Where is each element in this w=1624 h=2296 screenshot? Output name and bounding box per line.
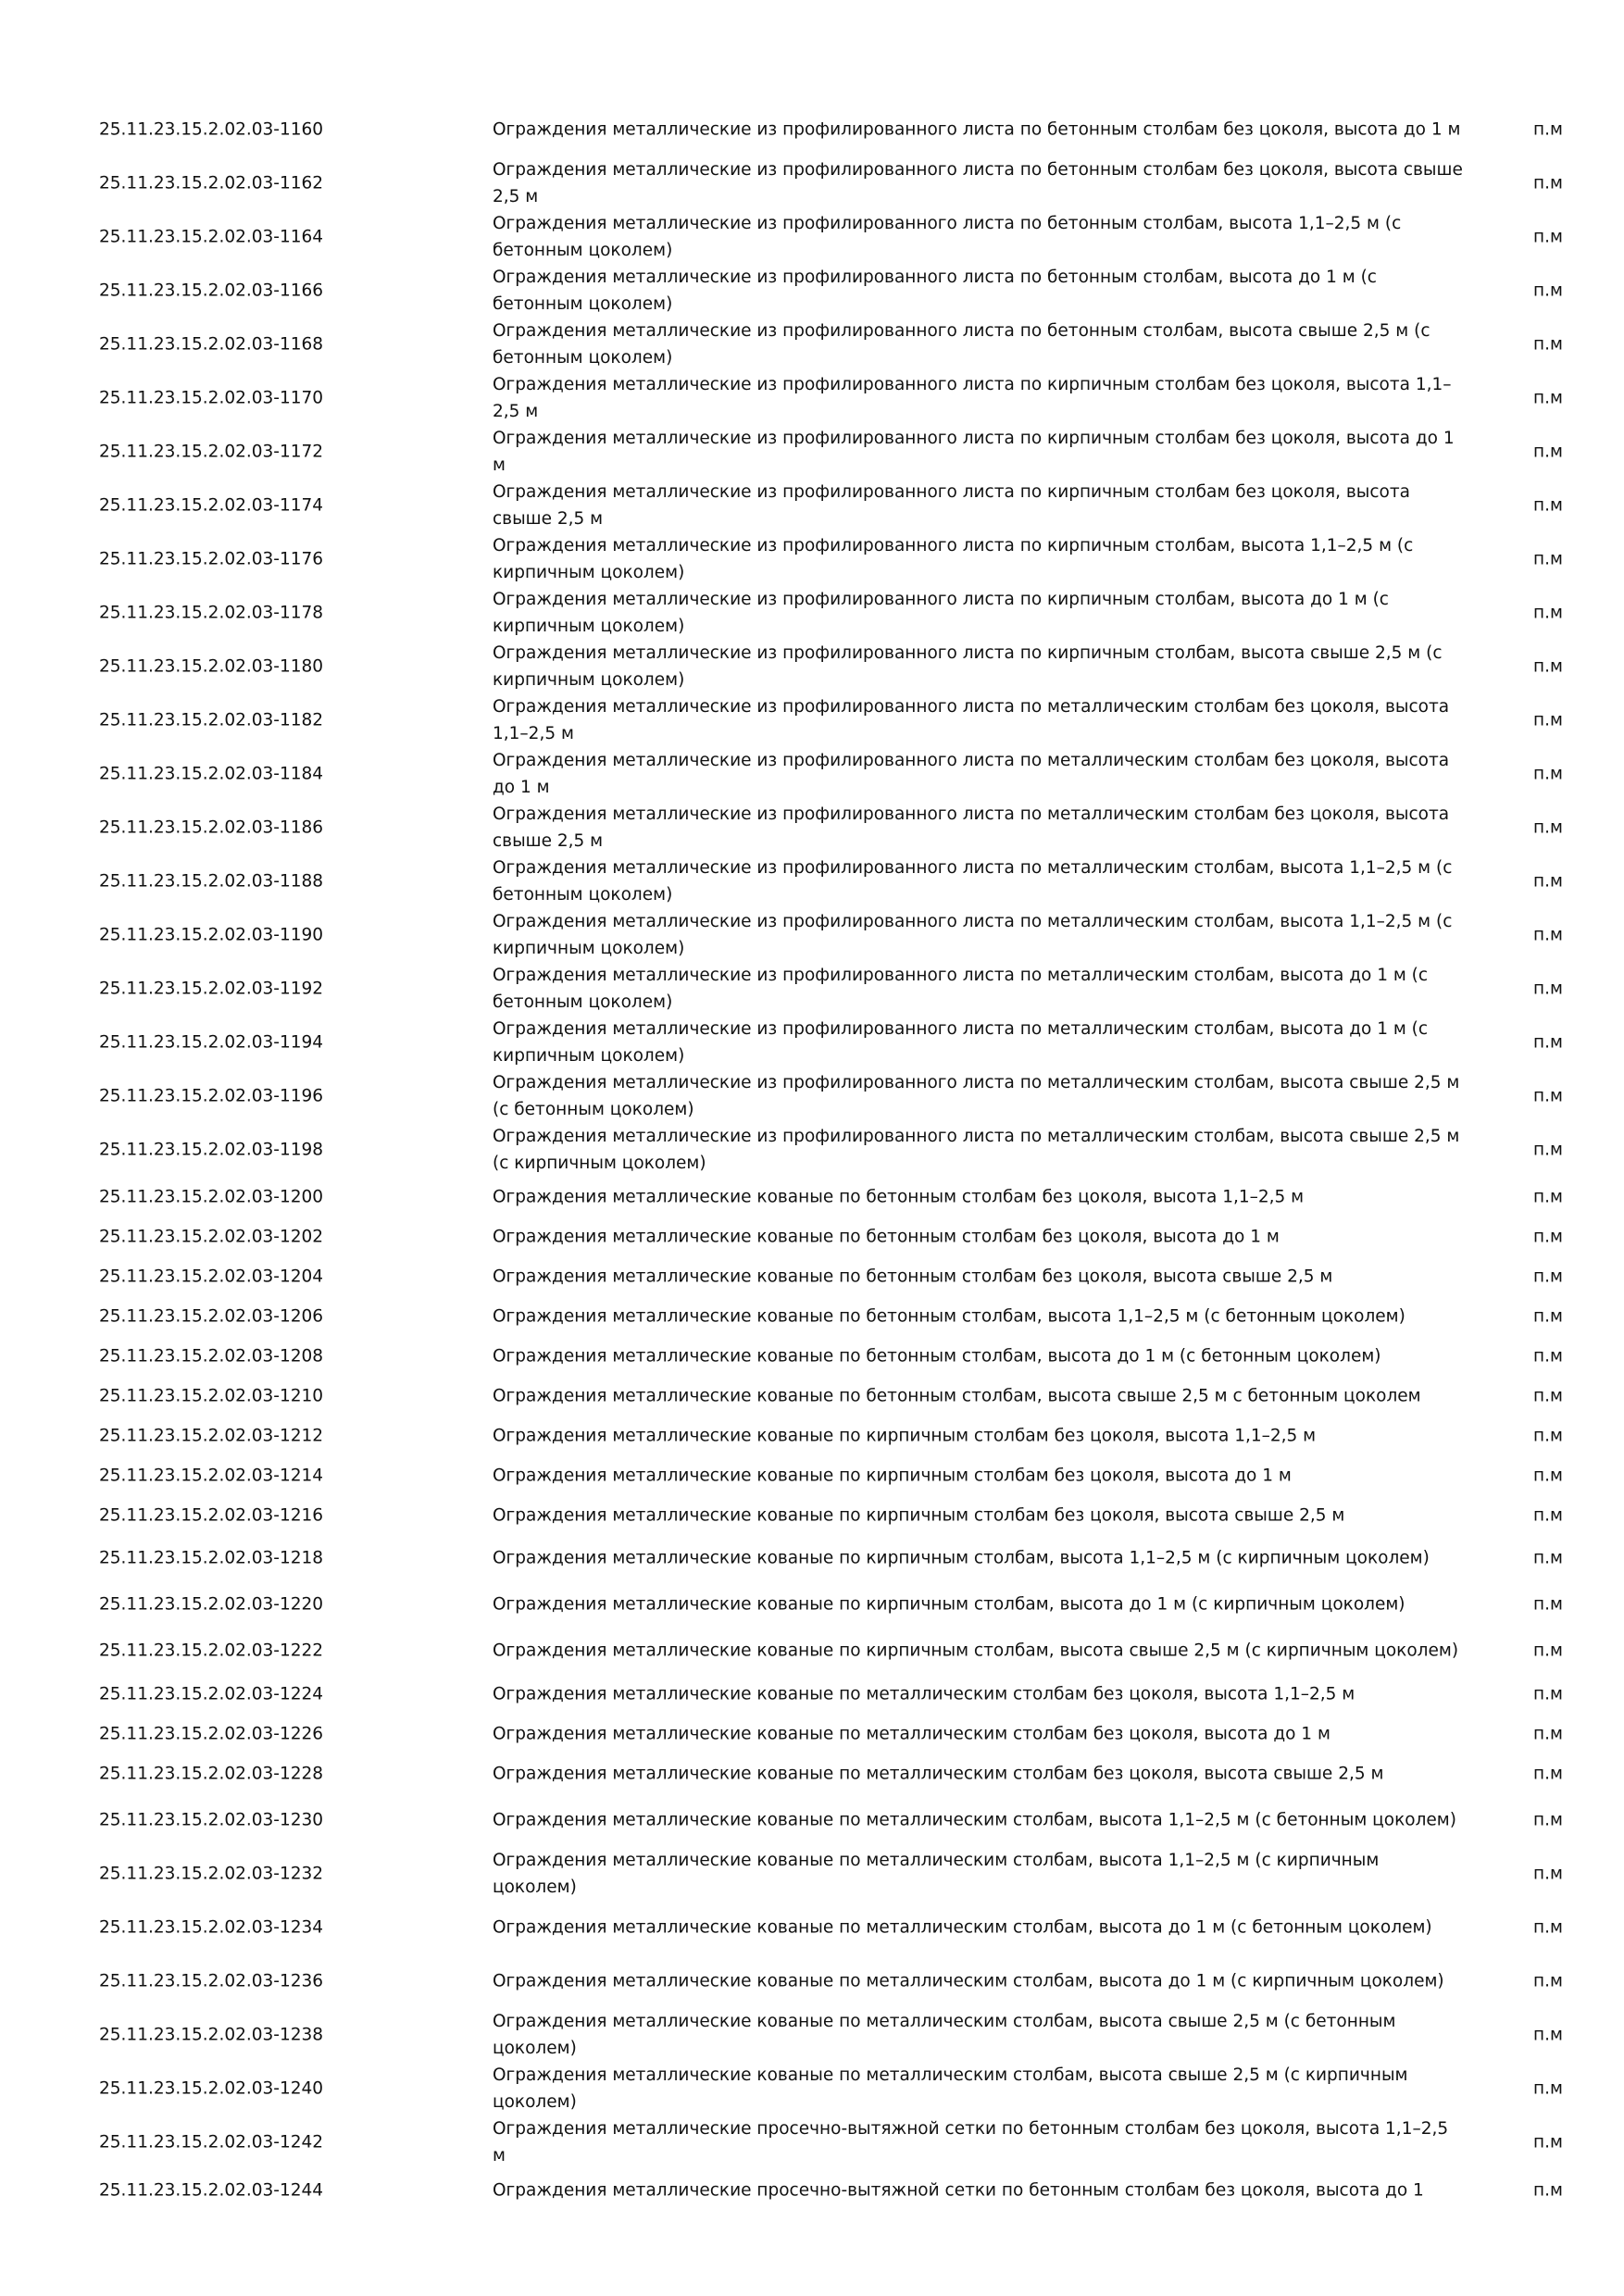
item-unit: п.м (1533, 2078, 1563, 2099)
item-description: Ограждения металлические кованые по бетонным столбам без цоколя, высота до 1 м (493, 1227, 1280, 1246)
item-description: Ограждения металлические кованые по бетонным столбам без цоколя, высота 1,1–2,5 м (493, 1187, 1305, 1206)
item-code: 25.11.23.15.2.02.03-1160 (99, 119, 324, 140)
item-description: Ограждения металлические кованые по металлическим столбам, высота до 1 м (с кирпичным цоколем) (493, 1971, 1444, 1991)
table-row (0, 1336, 1624, 1376)
item-unit: п.м (1533, 1764, 1563, 1783)
item-code: 25.11.23.15.2.02.03-1192 (99, 979, 324, 999)
table-row (0, 1177, 1624, 1217)
item-unit: п.м (1533, 495, 1563, 516)
item-description: Ограждения металлические кованые по бетонным столбам, высота 1,1–2,5 м (с бетонным цоколем) (493, 1306, 1405, 1326)
table-row (0, 640, 1624, 693)
item-unit: п.м (1533, 656, 1563, 677)
item-unit: п.м (1533, 603, 1563, 623)
item-unit: п.м (1533, 1466, 1563, 1485)
item-description: Ограждения металлические кованые по бетонным столбам без цоколя, высота свыше 2,5 м (493, 1267, 1333, 1286)
item-code: 25.11.23.15.2.02.03-1214 (99, 1466, 324, 1485)
item-unit: п.м (1533, 2180, 1563, 2200)
table-row (0, 693, 1624, 747)
table-row (0, 318, 1624, 371)
table-row (0, 1217, 1624, 1256)
table-row (0, 962, 1624, 1016)
item-description: Ограждения металлические кованые по металлическим столбам без цоколя, высота до 1 м (493, 1724, 1330, 1743)
table-row (0, 156, 1624, 210)
item-description: Ограждения металлические кованые по кирпичным столбам, высота 1,1–2,5 м (с кирпичным цоколем) (493, 1548, 1430, 1568)
item-code: 25.11.23.15.2.02.03-1232 (99, 1864, 324, 1884)
table-row (0, 1901, 1624, 1954)
item-code: 25.11.23.15.2.02.03-1236 (99, 1971, 324, 1991)
item-description: Ограждения металлические кованые по кирпичным столбам, высота свыше 2,5 м (с кирпичным цоколем) (493, 1641, 1459, 1661)
item-description: Ограждения металлические кованые по металлическим столбам, высота 1,1–2,5 м (с бетонным цоколем) (493, 1810, 1456, 1830)
item-code: 25.11.23.15.2.02.03-1170 (99, 388, 324, 408)
table-row (0, 479, 1624, 532)
item-unit: п.м (1533, 1594, 1563, 1615)
item-unit: п.м (1533, 764, 1563, 784)
item-unit: п.м (1533, 2025, 1563, 2045)
table-row (0, 1416, 1624, 1455)
item-unit: п.м (1533, 2132, 1563, 2152)
item-code: 25.11.23.15.2.02.03-1162 (99, 173, 324, 193)
item-description: Ограждения металлические кованые по бетонным столбам, высота свыше 2,5 м с бетонным цоколем (493, 1386, 1421, 1405)
table-row (0, 586, 1624, 640)
table-row (0, 801, 1624, 855)
item-code: 25.11.23.15.2.02.03-1174 (99, 495, 324, 516)
item-code: 25.11.23.15.2.02.03-1218 (99, 1548, 324, 1568)
table-row (0, 1016, 1624, 1069)
item-description: Ограждения металлические из профилированного листа по металлическим столбам без цоколя, высота свыше 2,5 м (493, 805, 1450, 851)
table-row (0, 1256, 1624, 1296)
table-row (0, 210, 1624, 264)
table-row (0, 1753, 1624, 1793)
table-row (0, 2008, 1624, 2062)
item-description: Ограждения металлические из профилированного листа по кирпичным столбам, высота до 1 м (с кирпичным цоколем) (493, 590, 1389, 636)
item-unit: п.м (1533, 1086, 1563, 1106)
item-description: Ограждения металлические кованые по металлическим столбам без цоколя, высота 1,1–2,5 м (493, 1684, 1355, 1703)
item-unit: п.м (1533, 1187, 1563, 1206)
item-code: 25.11.23.15.2.02.03-1234 (99, 1917, 324, 1938)
item-code: 25.11.23.15.2.02.03-1196 (99, 1086, 324, 1106)
item-code: 25.11.23.15.2.02.03-1224 (99, 1684, 324, 1703)
price-table (0, 103, 1624, 2211)
item-code: 25.11.23.15.2.02.03-1212 (99, 1426, 324, 1445)
item-unit: п.м (1533, 1306, 1563, 1326)
table-row (0, 1954, 1624, 2008)
item-description: Ограждения металлические из профилированного листа по металлическим столбам, высота до 1 м (с кирпичным цоколем) (493, 1019, 1429, 1066)
item-code: 25.11.23.15.2.02.03-1208 (99, 1346, 324, 1366)
table-row (0, 1714, 1624, 1753)
item-unit: п.м (1533, 1971, 1563, 1991)
item-unit: п.м (1533, 871, 1563, 892)
item-unit: п.м (1533, 1505, 1563, 1525)
table-row (0, 1793, 1624, 1847)
item-description: Ограждения металлические кованые по бетонным столбам, высота до 1 м (с бетонным цоколем) (493, 1346, 1381, 1366)
item-description: Ограждения металлические из профилированного листа по металлическим столбам, высота 1,1–2,5 м (с кирпичным цоколем) (493, 912, 1453, 958)
table-row (0, 425, 1624, 479)
item-unit: п.м (1533, 173, 1563, 193)
item-code: 25.11.23.15.2.02.03-1194 (99, 1032, 324, 1053)
item-description: Ограждения металлические из профилированного листа по металлическим столбам без цоколя, высота до 1 м (493, 751, 1450, 797)
table-row (0, 532, 1624, 586)
item-description: Ограждения металлические просечно-вытяжной сетки по бетонным столбам без цоколя, высота 1,1–2,5 м (493, 2119, 1449, 2165)
item-code: 25.11.23.15.2.02.03-1184 (99, 764, 324, 784)
item-code: 25.11.23.15.2.02.03-1244 (99, 2180, 324, 2200)
item-unit: п.м (1533, 1917, 1563, 1938)
item-description: Ограждения металлические из профилированного листа по кирпичным столбам без цоколя, высота свыше 2,5 м (493, 482, 1410, 529)
item-unit: п.м (1533, 1641, 1563, 1661)
item-description: Ограждения металлические из профилированного листа по бетонным столбам, высота 1,1–2,5 м (с бетонным цоколем) (493, 214, 1402, 260)
item-description: Ограждения металлические из профилированного листа по металлическим столбам, высота до 1 м (с бетонным цоколем) (493, 966, 1429, 1012)
item-code: 25.11.23.15.2.02.03-1198 (99, 1140, 324, 1160)
item-description: Ограждения металлические кованые по металлическим столбам, высота 1,1–2,5 м (с кирпичным цоколем) (493, 1851, 1380, 1897)
item-code: 25.11.23.15.2.02.03-1166 (99, 281, 324, 301)
table-row (0, 1376, 1624, 1416)
item-code: 25.11.23.15.2.02.03-1230 (99, 1810, 324, 1830)
table-row (0, 1674, 1624, 1714)
item-code: 25.11.23.15.2.02.03-1210 (99, 1386, 324, 1405)
item-description: Ограждения металлические кованые по кирпичным столбам, высота до 1 м (с кирпичным цоколем) (493, 1594, 1405, 1615)
item-unit: п.м (1533, 1684, 1563, 1703)
item-unit: п.м (1533, 281, 1563, 301)
item-unit: п.м (1533, 119, 1563, 140)
table-row (0, 855, 1624, 908)
item-unit: п.м (1533, 979, 1563, 999)
item-unit: п.м (1533, 1267, 1563, 1286)
item-description: Ограждения металлические из профилированного листа по металлическим столбам, высота свыше 2,5 м (с кирпичным цоколем) (493, 1127, 1460, 1173)
item-code: 25.11.23.15.2.02.03-1206 (99, 1306, 324, 1326)
item-code: 25.11.23.15.2.02.03-1188 (99, 871, 324, 892)
item-description: Ограждения металлические кованые по металлическим столбам, высота свыше 2,5 м (с кирпичным цоколем) (493, 2065, 1408, 2112)
table-row (0, 908, 1624, 962)
item-unit: п.м (1533, 710, 1563, 730)
table-row (0, 264, 1624, 318)
table-row (0, 1296, 1624, 1336)
item-code: 25.11.23.15.2.02.03-1240 (99, 2078, 324, 2099)
item-unit: п.м (1533, 1140, 1563, 1160)
table-row (0, 1455, 1624, 1495)
item-description: Ограждения металлические из профилированного листа по металлическим столбам без цоколя, высота 1,1–2,5 м (493, 697, 1450, 743)
item-code: 25.11.23.15.2.02.03-1216 (99, 1505, 324, 1525)
item-unit: п.м (1533, 925, 1563, 945)
item-code: 25.11.23.15.2.02.03-1180 (99, 656, 324, 677)
table-row (0, 1581, 1624, 1628)
item-code: 25.11.23.15.2.02.03-1190 (99, 925, 324, 945)
item-description: Ограждения металлические кованые по кирпичным столбам без цоколя, высота 1,1–2,5 м (493, 1426, 1317, 1445)
item-unit: п.м (1533, 1724, 1563, 1743)
table-row (0, 2115, 1624, 2169)
item-description: Ограждения металлические кованые по металлическим столбам, высота до 1 м (с бетонным цоколем) (493, 1917, 1432, 1938)
item-code: 25.11.23.15.2.02.03-1238 (99, 2025, 324, 2045)
item-description: Ограждения металлические из профилированного листа по бетонным столбам без цоколя, высота свыше 2,5 м (493, 160, 1463, 206)
item-code: 25.11.23.15.2.02.03-1200 (99, 1187, 324, 1206)
item-code: 25.11.23.15.2.02.03-1228 (99, 1764, 324, 1783)
item-code: 25.11.23.15.2.02.03-1172 (99, 442, 324, 462)
item-description: Ограждения металлические из профилированного листа по кирпичным столбам, высота 1,1–2,5 м (с кирпичным цоколем) (493, 536, 1414, 582)
item-unit: п.м (1533, 1426, 1563, 1445)
item-code: 25.11.23.15.2.02.03-1222 (99, 1641, 324, 1661)
table-row (0, 103, 1624, 156)
item-code: 25.11.23.15.2.02.03-1178 (99, 603, 324, 623)
item-code: 25.11.23.15.2.02.03-1182 (99, 710, 324, 730)
item-description: Ограждения металлические из профилированного листа по бетонным столбам без цоколя, высота до 1 м (493, 119, 1461, 140)
item-unit: п.м (1533, 1548, 1563, 1568)
item-code: 25.11.23.15.2.02.03-1164 (99, 227, 324, 247)
item-unit: п.м (1533, 1386, 1563, 1405)
item-description: Ограждения металлические из профилированного листа по бетонным столбам, высота до 1 м (с бетонным цоколем) (493, 268, 1377, 314)
table-row (0, 2169, 1624, 2211)
item-description: Ограждения металлические кованые по металлическим столбам без цоколя, высота свыше 2,5 м (493, 1764, 1384, 1783)
item-description: Ограждения металлические кованые по металлическим столбам, высота свыше 2,5 м (с бетонным цоколем) (493, 2012, 1396, 2058)
item-description: Ограждения металлические из профилированного листа по кирпичным столбам без цоколя, высота 1,1–2,5 м (493, 375, 1452, 421)
item-code: 25.11.23.15.2.02.03-1204 (99, 1267, 324, 1286)
item-description: Ограждения металлические из профилированного листа по металлическим столбам, высота 1,1–2,5 м (с бетонным цоколем) (493, 858, 1453, 905)
item-unit: п.м (1533, 1032, 1563, 1053)
item-code: 25.11.23.15.2.02.03-1186 (99, 817, 324, 838)
item-code: 25.11.23.15.2.02.03-1220 (99, 1594, 324, 1615)
table-row (0, 1847, 1624, 1901)
item-description: Ограждения металлические из профилированного листа по кирпичным столбам без цоколя, высота до 1 м (493, 429, 1455, 475)
item-unit: п.м (1533, 549, 1563, 569)
item-description: Ограждения металлические просечно-вытяжной сетки по бетонным столбам без цоколя, высота до 1 (493, 2180, 1424, 2200)
item-unit: п.м (1533, 334, 1563, 355)
item-unit: п.м (1533, 817, 1563, 838)
item-code: 25.11.23.15.2.02.03-1202 (99, 1227, 324, 1246)
table-row (0, 1069, 1624, 1123)
item-code: 25.11.23.15.2.02.03-1168 (99, 334, 324, 355)
item-unit: п.м (1533, 442, 1563, 462)
table-row (0, 1123, 1624, 1177)
table-row (0, 1628, 1624, 1674)
item-code: 25.11.23.15.2.02.03-1226 (99, 1724, 324, 1743)
table-row (0, 371, 1624, 425)
table-row (0, 1535, 1624, 1581)
item-description: Ограждения металлические из профилированного листа по металлическим столбам, высота свыше 2,5 м (с бетонным цоколем) (493, 1073, 1460, 1119)
item-unit: п.м (1533, 1346, 1563, 1366)
item-description: Ограждения металлические из профилированного листа по бетонным столбам, высота свыше 2,5 м (с бетонным цоколем) (493, 321, 1430, 368)
item-code: 25.11.23.15.2.02.03-1176 (99, 549, 324, 569)
item-unit: п.м (1533, 388, 1563, 408)
item-description: Ограждения металлические из профилированного листа по кирпичным столбам, высота свыше 2,5 м (с кирпичным цоколем) (493, 643, 1443, 690)
item-unit: п.м (1533, 227, 1563, 247)
item-unit: п.м (1533, 1810, 1563, 1830)
item-unit: п.м (1533, 1864, 1563, 1884)
item-code: 25.11.23.15.2.02.03-1242 (99, 2132, 324, 2152)
table-row (0, 747, 1624, 801)
item-description: Ограждения металлические кованые по кирпичным столбам без цоколя, высота свыше 2,5 м (493, 1505, 1345, 1525)
table-row (0, 1495, 1624, 1535)
item-description: Ограждения металлические кованые по кирпичным столбам без цоколя, высота до 1 м (493, 1466, 1292, 1485)
table-row (0, 2062, 1624, 2115)
item-unit: п.м (1533, 1227, 1563, 1246)
